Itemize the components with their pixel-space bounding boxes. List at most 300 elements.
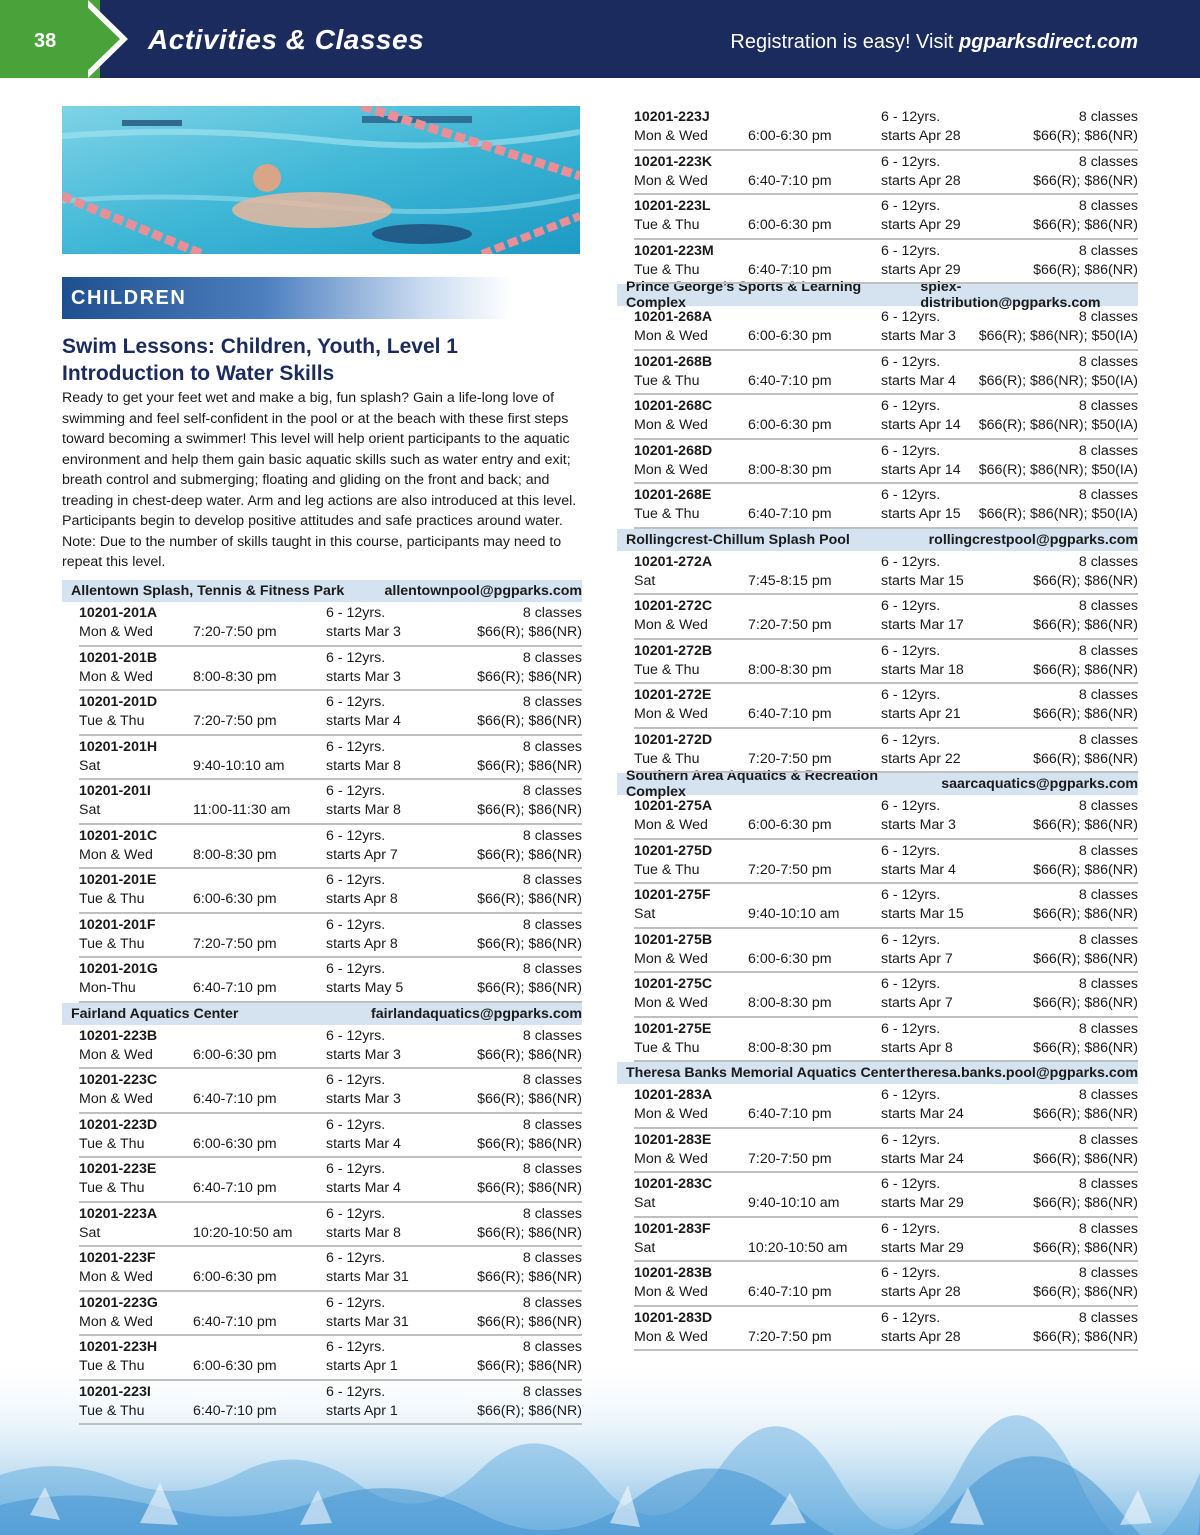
class-days: Mon & Wed (79, 1313, 153, 1330)
class-time: 7:20-7:50 pm (748, 1328, 832, 1345)
start-date: starts Mar 15 (881, 572, 964, 589)
schedule-row (634, 595, 1138, 640)
schedule-row (634, 1262, 1138, 1307)
class-days: Tue & Thu (634, 261, 700, 278)
start-date: starts Apr 22 (881, 750, 961, 767)
class-count: 8 classes (522, 1294, 582, 1311)
class-code: 10201-275A (634, 798, 713, 814)
class-count: 8 classes (1078, 687, 1138, 703)
schedule-row (634, 795, 1138, 840)
class-time: 10:20-10:50 am (193, 1224, 293, 1241)
class-days: Tue & Thu (79, 713, 145, 729)
course-title (62, 333, 582, 387)
start-date: starts Apr 7 (881, 995, 953, 1011)
class-code: 10201-201D (79, 694, 158, 710)
age-range: 6 - 12yrs. (881, 398, 941, 414)
class-time: 6:40-7:10 pm (193, 1313, 277, 1330)
registration-link[interactable]: pgparksdirect.com (959, 31, 1138, 53)
class-days: Tue & Thu (79, 1358, 145, 1374)
start-date: starts Mar 3 (326, 624, 401, 640)
start-date: starts Mar 3 (326, 668, 401, 685)
class-count: 8 classes (1078, 1087, 1138, 1103)
start-date: starts Apr 8 (326, 935, 398, 952)
start-date: starts Mar 4 (881, 861, 956, 878)
class-days: Sat (634, 906, 656, 922)
age-range: 6 - 12yrs. (881, 309, 941, 325)
class-time: 6:00-6:30 pm (748, 128, 832, 144)
class-time: 6:40-7:10 pm (748, 172, 832, 189)
class-time: 6:00-6:30 pm (748, 417, 832, 433)
class-code: 10201-223H (79, 1339, 158, 1355)
age-range: 6 - 12yrs. (326, 1027, 386, 1044)
class-days: Mon & Wed (634, 1284, 708, 1300)
schedule-row (79, 914, 582, 959)
start-date: starts Apr 1 (326, 1402, 398, 1419)
start-date: starts Mar 18 (881, 661, 964, 678)
schedule-row (634, 351, 1138, 396)
age-range: 6 - 12yrs. (326, 694, 386, 710)
schedule-row (79, 1247, 582, 1292)
start-date: starts Mar 3 (326, 1091, 401, 1107)
start-date: starts Mar 8 (326, 757, 401, 774)
class-code: 10201-223L (634, 198, 711, 214)
age-range: 6 - 12yrs. (881, 731, 941, 748)
class-fee: $66(R); $86(NR) (477, 1135, 582, 1152)
age-range: 6 - 12yrs. (881, 1309, 941, 1326)
location-name: Southern Area Aquatics & Recreation Complex (626, 768, 879, 800)
schedule-row (634, 240, 1138, 285)
class-count: 8 classes (1078, 1265, 1138, 1281)
class-code: 10201-201I (79, 783, 151, 799)
start-date: starts Apr 28 (881, 1284, 961, 1300)
class-days: Mon & Wed (79, 846, 153, 863)
class-code: 10201-275E (634, 1020, 712, 1037)
age-range: 6 - 12yrs. (326, 1383, 386, 1400)
start-date: starts Mar 4 (326, 1180, 401, 1196)
class-fee: $66(R); $86(NR) (1033, 750, 1138, 767)
start-date: starts Mar 24 (881, 1106, 964, 1122)
class-fee: $66(R); $86(NR) (1033, 617, 1138, 633)
class-code: 10201-272B (634, 642, 713, 659)
section-title: Activities & Classes (148, 24, 425, 55)
class-time: 6:40-7:10 pm (748, 506, 832, 522)
schedule-column-right (617, 106, 1138, 1351)
class-days: Sat (79, 757, 101, 774)
class-days: Mon & Wed (79, 1269, 153, 1285)
start-date: starts Mar 24 (881, 1150, 964, 1167)
age-range: 6 - 12yrs. (881, 153, 941, 170)
class-count: 8 classes (1078, 798, 1138, 814)
age-range: 6 - 12yrs. (326, 605, 386, 621)
class-time: 6:40-7:10 pm (193, 1402, 277, 1419)
schedule-row (634, 729, 1138, 774)
class-days: Mon & Wed (79, 624, 153, 640)
class-count: 8 classes (1078, 887, 1138, 903)
age-range: 6 - 12yrs. (881, 1020, 941, 1037)
age-range: 6 - 12yrs. (326, 1294, 386, 1311)
class-time: 7:20-7:50 pm (193, 713, 277, 729)
class-count: 8 classes (1078, 109, 1138, 125)
class-count: 8 classes (1078, 442, 1138, 459)
start-date: starts Apr 1 (326, 1358, 398, 1374)
start-date: starts Mar 3 (881, 817, 956, 833)
start-date: starts Apr 7 (881, 950, 953, 967)
start-date: starts Mar 31 (326, 1269, 409, 1285)
age-range: 6 - 12yrs. (881, 487, 941, 503)
schedule-row (634, 1173, 1138, 1218)
class-time: 6:00-6:30 pm (748, 817, 832, 833)
class-count: 8 classes (522, 1339, 582, 1355)
class-code: 10201-275C (634, 976, 713, 992)
location-email-link[interactable]: fairlandaquatics@pgparks.com (371, 1005, 582, 1022)
class-days: Sat (79, 802, 101, 818)
age-range: 6 - 12yrs. (326, 1072, 386, 1088)
age-range: 6 - 12yrs. (881, 931, 941, 948)
class-days: Sat (79, 1224, 101, 1241)
class-time: 6:40-7:10 pm (748, 1106, 832, 1122)
class-count: 8 classes (522, 916, 582, 933)
class-count: 8 classes (1078, 553, 1138, 570)
class-code: 10201-223B (79, 1027, 158, 1044)
class-fee: $66(R); $86(NR) (477, 1046, 582, 1063)
class-days: Tue & Thu (79, 1180, 145, 1196)
schedule-row (79, 1025, 582, 1070)
start-date: starts Apr 15 (881, 506, 961, 522)
class-fee: $66(R); $86(NR) (477, 802, 582, 818)
age-range: 6 - 12yrs. (881, 1265, 941, 1281)
class-fee: $66(R); $86(NR) (477, 713, 582, 729)
class-time: 6:00-6:30 pm (193, 1135, 277, 1152)
class-days: Tue & Thu (79, 1135, 145, 1152)
schedule-row (634, 106, 1138, 151)
class-count: 8 classes (1078, 931, 1138, 948)
class-fee: $66(R); $86(NR) (477, 1402, 582, 1419)
class-count: 8 classes (1078, 1176, 1138, 1192)
start-date: starts Apr 7 (326, 846, 398, 863)
page-number: 38 (34, 30, 57, 52)
class-days: Mon & Wed (79, 1091, 153, 1107)
age-range: 6 - 12yrs. (326, 1339, 386, 1355)
age-range: 6 - 12yrs. (326, 649, 386, 666)
age-range: 6 - 12yrs. (881, 642, 941, 659)
class-days: Mon & Wed (634, 706, 708, 722)
class-count: 8 classes (522, 783, 582, 799)
class-days: Mon & Wed (634, 417, 708, 433)
class-count: 8 classes (1078, 309, 1138, 325)
class-code: 10201-275B (634, 931, 713, 948)
class-code: 10201-283F (634, 1220, 711, 1237)
schedule-row (634, 1018, 1138, 1063)
class-count: 8 classes (1078, 398, 1138, 414)
class-time: 8:00-8:30 pm (748, 461, 832, 478)
age-range: 6 - 12yrs. (881, 598, 941, 614)
class-time: 6:00-6:30 pm (748, 328, 832, 344)
location-email-link[interactable]: allentownpool@pgparks.com (384, 583, 582, 599)
class-days: Tue & Thu (634, 1039, 700, 1056)
page-header (0, 0, 1200, 78)
class-count: 8 classes (522, 1161, 582, 1177)
class-count: 8 classes (522, 1072, 582, 1088)
class-time: 7:20-7:50 pm (748, 617, 832, 633)
start-date: starts Apr 29 (881, 261, 961, 278)
class-days: Tue & Thu (634, 750, 700, 767)
start-date: starts Mar 29 (881, 1195, 964, 1211)
class-count: 8 classes (522, 1116, 582, 1133)
class-time: 9:40-10:10 am (193, 757, 285, 774)
class-days: Mon & Wed (634, 128, 708, 144)
class-fee: $66(R); $86(NR) (1033, 1284, 1138, 1300)
class-code: 10201-201F (79, 916, 156, 933)
class-code: 10201-201A (79, 605, 158, 621)
age-range: 6 - 12yrs. (881, 1220, 941, 1237)
schedule-row (634, 640, 1138, 685)
class-code: 10201-223I (79, 1383, 151, 1400)
class-count: 8 classes (522, 738, 582, 755)
location-email-link[interactable]: splex-distribution@pgparks.com (920, 279, 1101, 311)
class-count: 8 classes (1078, 731, 1138, 748)
class-time: 7:45-8:15 pm (748, 572, 832, 589)
schedule-row (634, 684, 1138, 729)
class-days: Mon & Wed (634, 1328, 708, 1345)
class-count: 8 classes (522, 605, 582, 621)
age-range: 6 - 12yrs. (881, 1131, 941, 1148)
class-time: 7:20-7:50 pm (748, 861, 832, 878)
class-days: Mon & Wed (634, 172, 708, 189)
start-date: starts Apr 14 (881, 461, 961, 478)
class-days: Mon & Wed (634, 817, 708, 833)
class-count: 8 classes (1078, 242, 1138, 259)
class-code: 10201-268D (634, 442, 713, 459)
schedule-row (634, 306, 1138, 351)
age-range: 6 - 12yrs. (881, 1176, 941, 1192)
class-count: 8 classes (1078, 1131, 1138, 1148)
age-range: 6 - 12yrs. (326, 872, 386, 888)
class-code: 10201-283D (634, 1309, 713, 1326)
class-code: 10201-283B (634, 1265, 713, 1281)
schedule-column-left (62, 580, 582, 1425)
class-fee: $66(R); $86(NR) (1033, 572, 1138, 589)
age-range: 6 - 12yrs. (881, 976, 941, 992)
class-count: 8 classes (522, 872, 582, 888)
class-fee: $66(R); $86(NR); $50(IA) (978, 328, 1138, 344)
class-count: 8 classes (1078, 353, 1138, 370)
class-fee: $66(R); $86(NR) (1033, 217, 1138, 233)
class-days: Mon & Wed (634, 461, 708, 478)
schedule-row (79, 736, 582, 781)
class-fee: $66(R); $86(NR) (1033, 817, 1138, 833)
schedule-row (79, 1203, 582, 1248)
start-date: starts Mar 4 (326, 1135, 401, 1152)
class-code: 10201-201H (79, 738, 158, 755)
class-code: 10201-201C (79, 827, 158, 844)
schedule-row (634, 551, 1138, 596)
class-time: 6:00-6:30 pm (193, 891, 277, 907)
class-fee: $66(R); $86(NR); $50(IA) (978, 372, 1138, 389)
start-date: starts Apr 29 (881, 217, 961, 233)
class-fee: $66(R); $86(NR) (1033, 1150, 1138, 1167)
class-time: 9:40-10:10 am (748, 1195, 840, 1211)
class-count: 8 classes (1078, 487, 1138, 503)
class-code: 10201-223D (79, 1116, 158, 1133)
class-time: 7:20-7:50 pm (748, 1150, 832, 1167)
class-fee: $66(R); $86(NR) (1033, 1239, 1138, 1256)
age-range: 6 - 12yrs. (881, 798, 941, 814)
class-time: 6:40-7:10 pm (748, 261, 832, 278)
class-fee: $66(R); $86(NR) (1033, 906, 1138, 922)
location-name: Rollingcrest-Chillum Splash Pool (626, 531, 850, 548)
location-name: Fairland Aquatics Center (71, 1005, 239, 1022)
class-fee: $66(R); $86(NR) (477, 1358, 582, 1374)
class-time: 8:00-8:30 pm (748, 1039, 832, 1056)
schedule-row (79, 780, 582, 825)
class-code: 10201-201G (79, 961, 158, 977)
class-time: 6:00-6:30 pm (193, 1046, 277, 1063)
class-code: 10201-223G (79, 1294, 158, 1311)
class-days: Mon & Wed (634, 995, 708, 1011)
schedule-row (79, 1114, 582, 1159)
class-count: 8 classes (1078, 1220, 1138, 1237)
class-days: Tue & Thu (634, 217, 700, 233)
class-fee: $66(R); $86(NR); $50(IA) (978, 461, 1138, 478)
header-chevron-green (80, 0, 120, 78)
start-date: starts Mar 4 (881, 372, 956, 389)
location-email-link[interactable]: rollingcrestpool@pgparks.com (928, 531, 1138, 548)
schedule-row (634, 484, 1138, 529)
location-header (617, 279, 1138, 311)
start-date: starts Mar 3 (881, 328, 956, 344)
class-count: 8 classes (1078, 198, 1138, 214)
class-days: Sat (634, 1239, 656, 1256)
schedule-row (79, 825, 582, 870)
age-range: 6 - 12yrs. (326, 783, 386, 799)
class-days: Tue & Thu (634, 861, 700, 878)
age-range: 6 - 12yrs. (881, 553, 941, 570)
class-count: 8 classes (522, 1250, 582, 1266)
class-code: 10201-223F (79, 1250, 156, 1266)
class-time: 9:40-10:10 am (748, 906, 840, 922)
registration-text: Registration is easy! Visit (730, 31, 960, 53)
class-fee: $66(R); $86(NR) (477, 846, 582, 863)
class-count: 8 classes (522, 649, 582, 666)
schedule-row (79, 958, 582, 1003)
class-count: 8 classes (1078, 1020, 1138, 1037)
class-days: Mon & Wed (634, 1150, 708, 1167)
schedule-row (634, 929, 1138, 974)
start-date: starts Mar 29 (881, 1239, 964, 1256)
class-days: Mon & Wed (79, 668, 153, 685)
class-days: Mon-Thu (79, 980, 136, 996)
class-fee: $66(R); $86(NR) (477, 891, 582, 907)
class-fee: $66(R); $86(NR) (1033, 1328, 1138, 1345)
class-days: Mon & Wed (634, 617, 708, 633)
age-range: 6 - 12yrs. (326, 1161, 386, 1177)
class-days: Mon & Wed (634, 1106, 708, 1122)
class-time: 8:00-8:30 pm (193, 668, 277, 685)
class-code: 10201-223C (79, 1072, 158, 1088)
location-email-link[interactable]: theresa.banks.pool@pgparks.com (906, 1065, 1138, 1081)
age-range: 6 - 12yrs. (326, 738, 386, 755)
class-count: 8 classes (1078, 642, 1138, 659)
class-count: 8 classes (1078, 1309, 1138, 1326)
start-date: starts Mar 8 (326, 802, 401, 818)
class-fee: $66(R); $86(NR); $50(IA) (978, 417, 1138, 433)
class-fee: $66(R); $86(NR) (1033, 1039, 1138, 1056)
location-name: Theresa Banks Memorial Aquatics Center (626, 1065, 906, 1081)
course-description: Ready to get your feet wet and make a big, fun splash? Gain a life-long love of swimming and feel self-confident in the pool or at the beach with these first steps toward becoming a swimmer! This level will help orient participants to the aquatic environment and help them gain basic aquatic skills such as water entry and exit; breath control and submerging; floating and gliding on the front and back; and treading in chest-deep water. Arm and leg actions are also introduced at this level. Participants begin to develop positive attitudes and safe practices around water. Note: Due to the number of skills taught in this course, participants may need to repeat this level. (62, 390, 577, 570)
start-date: starts Apr 28 (881, 128, 961, 144)
schedule-row (634, 395, 1138, 440)
class-fee: $66(R); $86(NR) (477, 1269, 582, 1285)
schedule-row (634, 1084, 1138, 1129)
schedule-row (79, 869, 582, 914)
class-days: Tue & Thu (634, 372, 700, 389)
start-date: starts May 5 (326, 980, 404, 996)
class-fee: $66(R); $86(NR) (477, 1224, 582, 1241)
schedule-row (634, 440, 1138, 485)
location-header (62, 1003, 582, 1025)
class-code: 10201-201E (79, 872, 157, 888)
class-time: 8:00-8:30 pm (193, 846, 277, 863)
class-fee: $66(R); $86(NR) (477, 757, 582, 774)
class-time: 6:00-6:30 pm (748, 217, 832, 233)
class-count: 8 classes (522, 827, 582, 844)
schedule-row (79, 1336, 582, 1381)
class-code: 10201-268C (634, 398, 713, 414)
age-range: 6 - 12yrs. (881, 687, 941, 703)
age-range: 6 - 12yrs. (326, 916, 386, 933)
age-range: 6 - 12yrs. (326, 1116, 386, 1133)
schedule-row (79, 691, 582, 736)
swimmer-photo (62, 106, 580, 254)
schedule-row (79, 602, 582, 647)
class-count: 8 classes (522, 1205, 582, 1222)
class-fee: $66(R); $86(NR) (1033, 995, 1138, 1011)
class-days: Sat (634, 1195, 656, 1211)
age-range: 6 - 12yrs. (881, 842, 941, 859)
class-code: 10201-223J (634, 109, 710, 125)
location-email-link[interactable]: saarcaquatics@pgparks.com (941, 776, 1138, 792)
age-range: 6 - 12yrs. (881, 242, 941, 259)
schedule-row (634, 973, 1138, 1018)
class-time: 6:40-7:10 pm (193, 1180, 277, 1196)
start-date: starts Mar 17 (881, 617, 964, 633)
class-code: 10201-272D (634, 731, 713, 748)
schedule-row (634, 1307, 1138, 1352)
age-range: 6 - 12yrs. (326, 961, 386, 977)
class-fee: $66(R); $86(NR) (1033, 1106, 1138, 1122)
class-code: 10201-223E (79, 1161, 157, 1177)
class-code: 10201-223K (634, 153, 713, 170)
class-code: 10201-268B (634, 353, 713, 370)
class-count: 8 classes (522, 1383, 582, 1400)
class-days: Tue & Thu (79, 935, 145, 952)
class-code: 10201-275D (634, 842, 713, 859)
start-date: starts Mar 15 (881, 906, 964, 922)
class-fee: $66(R); $86(NR) (1033, 950, 1138, 967)
schedule-row (79, 1069, 582, 1114)
start-date: starts Apr 8 (326, 891, 398, 907)
start-date: starts Apr 28 (881, 172, 961, 189)
class-time: 11:00-11:30 am (193, 802, 291, 818)
location-name: Prince George’s Sports & Learning Complex (626, 279, 862, 311)
age-range: 6 - 12yrs. (881, 887, 941, 903)
age-range: 6 - 12yrs. (881, 353, 941, 370)
age-range: 6 - 12yrs. (326, 827, 386, 844)
start-date: starts Apr 28 (881, 1328, 961, 1345)
schedule-row (634, 195, 1138, 240)
class-code: 10201-272E (634, 687, 712, 703)
class-fee: $66(R); $86(NR) (1033, 1195, 1138, 1211)
